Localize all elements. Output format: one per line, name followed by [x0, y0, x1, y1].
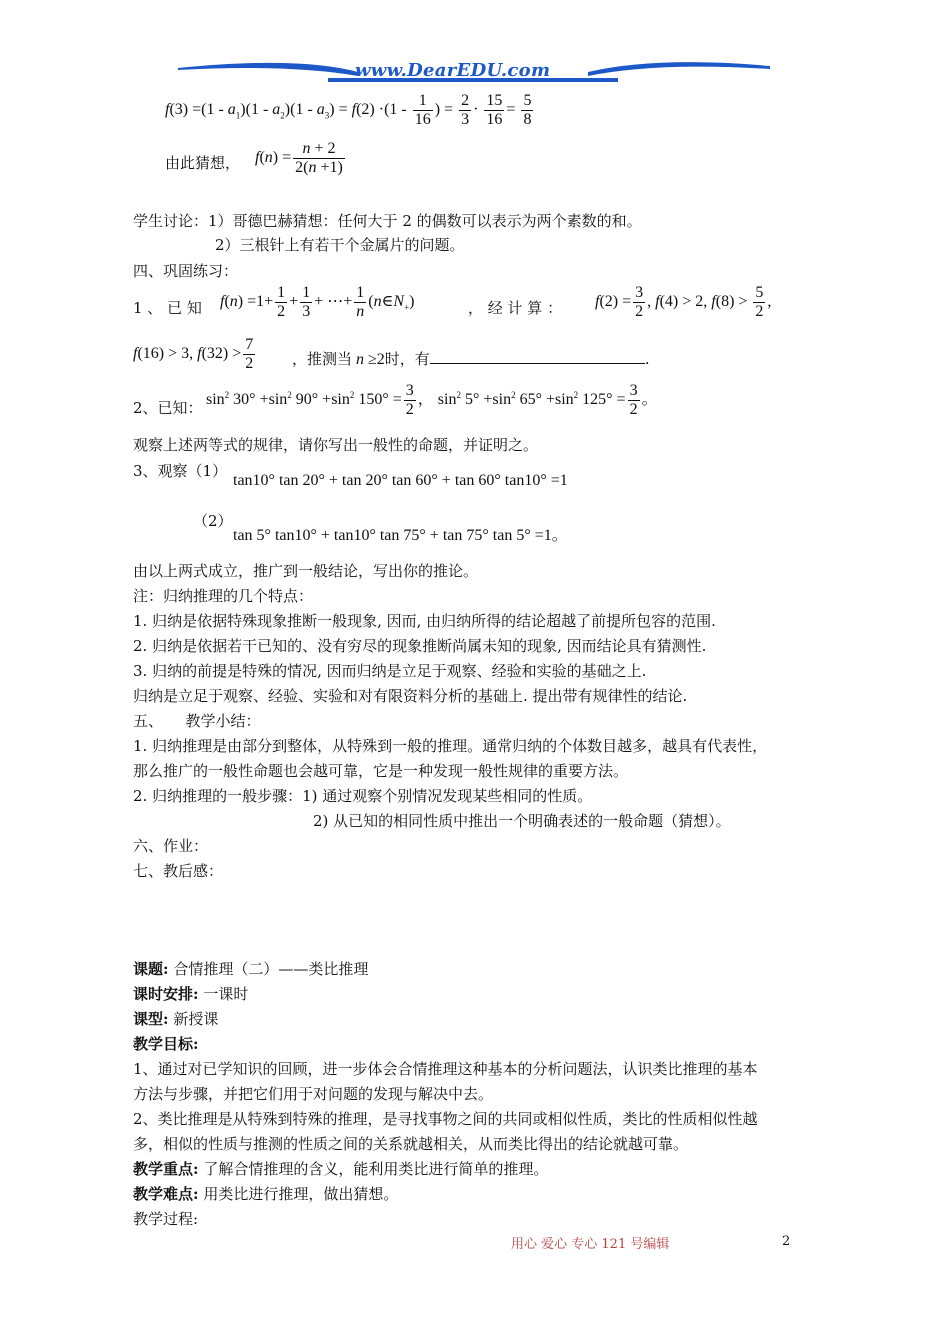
summary-2a: 2. 归纳推理的一般步骤：1) 通过观察个别情况发现某些相同的性质。: [133, 787, 593, 805]
lesson2-topic: 课题: 合情推理（二）——类比推理: [133, 960, 369, 978]
summary-1a: 1. 归纳推理是由部分到整体，从特殊到一般的推理。通常归纳的个体数目越多，越具有代表性，: [133, 737, 768, 755]
lesson2-process: 教学过程:: [133, 1210, 199, 1228]
notes-heading: 注：归纳推理的几个特点：: [133, 587, 314, 605]
discussion-1: 学生讨论：1）哥德巴赫猜想：任何大于 2 的偶数可以表示为两个素数的和。: [133, 212, 642, 230]
goal-1a: 1、通过对已学知识的回顾，进一步体会合情推理这种基本的分析问题法，认识类比推理的基本: [133, 1060, 758, 1078]
q1-line2-formula: f(16) > 3, f(32) > $\frac{7}{2}$: [133, 336, 254, 372]
discussion-2: 2）三根针上有若干个金属片的问题。: [215, 236, 465, 254]
note-4: 归纳是立足于观察、经验、实验和对有限资料分析的基础上. 提出带有规律性的结论.: [133, 687, 688, 705]
page-number: 2: [782, 1234, 791, 1249]
lesson2-type: 课型: 新授课: [133, 1010, 219, 1028]
q1-computed: f(2) = $\frac{3}{2}$ , f(4) > 2, f(8) > $\frac{5}{2}$ ,: [595, 284, 772, 320]
answer-blank[interactable]: [430, 349, 645, 364]
q2-text: 观察上述两等式的规律，请你写出一般性的命题，并证明之。: [133, 436, 539, 454]
q3-formula-1: tan10° tan 20° + tan 20° tan 60° + tan 60° tan10° =1: [233, 472, 568, 489]
q3-sub2: （2）: [193, 512, 233, 530]
guess-intro: 由此猜想，: [165, 154, 241, 172]
lesson2-goals-label: 教学目标:: [133, 1035, 199, 1053]
q2-prefix: 2、已知：: [133, 399, 203, 417]
q3-formula-2: tan 5° tan10° + tan10° tan 75° + tan 75° tan 5° =1。: [233, 527, 568, 544]
q2-formula: $\sin^2 30^\circ +\sin^2$ $90^\circ +\sin^2$ 150° = $\frac{3}{2}$ ， $\sin^2 5^\circ +\sin^2$ $65^\circ +\sin^2$ 125° = $\frac{3}{2}$ 。: [206, 382, 658, 418]
footer-text: 用心 爱心 专心 121 号编辑: [511, 1237, 670, 1252]
note-2: 2. 归纳是依据若干已知的、没有穷尽的现象推断尚属未知的现象, 因而结论具有猜测性.: [133, 637, 707, 655]
note-1: 1. 归纳是依据特殊现象推断一般现象, 因而, 由归纳所得的结论超越了前提所包容的范围.: [133, 612, 716, 630]
formula-fn-guess: f(n) = $\frac{n + 2}{2(n +1)}$: [255, 140, 343, 176]
summary-1b: 那么推广的一般性命题也会越可靠，它是一种发现一般性规律的重要方法。: [133, 762, 629, 780]
reflection: 七、教后感：: [133, 862, 224, 880]
homework: 六、作业：: [133, 837, 209, 855]
q1-formula: f(n) =1+ $\frac{1}{2}$ + $\frac{1}{3}$ + ⋯+ $\frac{1}{n}$ $(n\in N_+)$: [220, 284, 415, 320]
q1-mid: ， 经 计 算 ：: [468, 299, 563, 317]
goal-2a: 2、类比推理是从特殊到特殊的推理，是寻找事物之间的共同或相似性质，类比的性质相似性越: [133, 1110, 758, 1128]
practice-heading: 四、巩固练习：: [133, 262, 239, 280]
q3-prefix: 3、观察（1）: [133, 462, 228, 480]
summary-heading: 五、 教学小结：: [133, 712, 261, 730]
goal-1b: 方法与步骤，并把它们用于对问题的发现与解决中去。: [133, 1085, 494, 1103]
lesson2-key: 教学重点: 了解合情推理的含义，能利用类比进行简单的推理。: [133, 1160, 549, 1178]
q3-text: 由以上两式成立，推广到一般结论，写出你的推论。: [133, 562, 479, 580]
formula-f3: $f(3) =(1 - a_1)(1 - a_2)(1 - a_3) = f(2) \cdot(1$ - $\frac{1}{16}$ ) = $\frac{2}{3}$ · $\frac{15}{16}$ = $\frac{5}{8}$: [165, 92, 532, 128]
note-3: 3. 归纳的前提是特殊的情况, 因而归纳是立足于观察、经验和实验的基础之上.: [133, 662, 647, 680]
summary-2b: 2) 从已知的相同性质中推出一个明确表述的一般命题（猜想）。: [313, 812, 731, 830]
q1-line2-text: ，推测当 n ≥2时，有 .: [292, 350, 650, 368]
lesson2-difficulty: 教学难点: 用类比进行推理，做出猜想。: [133, 1185, 399, 1203]
goal-2b: 多，相似的性质与推测的性质之间的关系就越相关，从而类比得出的结论就越可靠。: [133, 1135, 689, 1153]
q1-prefix: 1 、 已 知: [133, 299, 202, 317]
site-logo-text: www.DearEDU.com: [355, 60, 551, 81]
lesson2-hours: 课时安排: 一课时: [133, 985, 249, 1003]
